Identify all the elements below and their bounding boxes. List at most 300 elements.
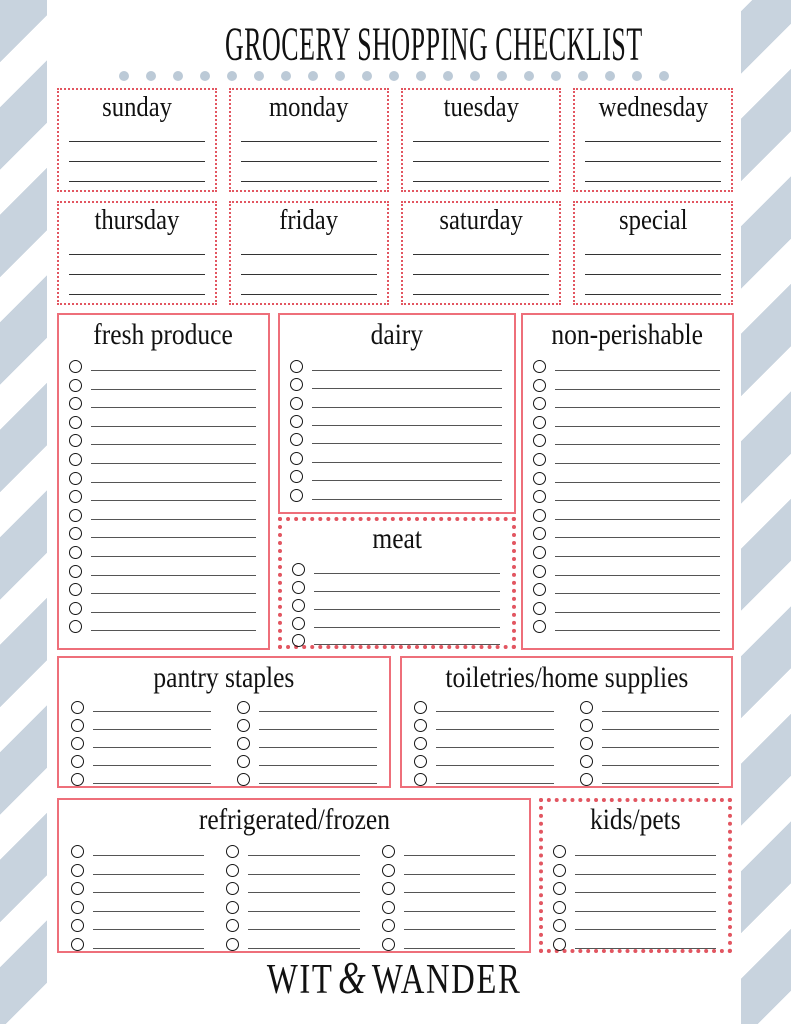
checkbox-circle-icon <box>71 919 84 932</box>
checklist-row <box>237 696 377 714</box>
item-line <box>93 948 204 949</box>
checklist-row <box>580 696 720 714</box>
item-line <box>248 855 359 856</box>
checkbox-circle-icon <box>553 845 566 858</box>
day-label-text: friday <box>279 204 339 236</box>
header-dot-icon <box>578 71 588 81</box>
day-label-text: special <box>618 204 688 236</box>
checkbox-circle-icon <box>69 379 82 392</box>
item-line <box>91 593 256 594</box>
checklist-row <box>533 392 720 411</box>
item-line <box>312 425 502 426</box>
item-line <box>248 929 359 930</box>
writing-line <box>413 235 549 255</box>
writing-line <box>69 142 205 162</box>
item-line <box>602 765 720 766</box>
checklist-row <box>71 768 211 786</box>
checkbox-circle-icon <box>69 472 82 485</box>
item-line <box>93 729 211 730</box>
checklist-row <box>533 540 720 559</box>
item-line <box>555 593 720 594</box>
ampersand: & <box>337 953 368 1003</box>
checklist-row <box>290 446 502 464</box>
day-lines <box>585 235 721 295</box>
item-line <box>91 519 256 520</box>
checklist-rows <box>280 353 514 502</box>
day-box-sunday <box>57 88 217 192</box>
category-box-dairy <box>278 313 516 514</box>
day-box-saturday <box>401 201 561 305</box>
item-line <box>259 765 377 766</box>
writing-line <box>69 255 205 275</box>
day-box-thursday <box>57 201 217 305</box>
category-title <box>59 803 529 838</box>
item-line <box>555 463 720 464</box>
checkbox-circle-icon <box>226 845 239 858</box>
item-line <box>248 948 359 949</box>
item-line <box>436 783 554 784</box>
category-box-fresh-produce <box>57 313 270 650</box>
checklist-row <box>71 914 204 933</box>
day-label <box>59 92 215 122</box>
writing-line <box>585 255 721 275</box>
checklist-row <box>580 768 720 786</box>
item-line <box>248 911 359 912</box>
item-line <box>259 783 377 784</box>
header-dot-icon <box>308 71 318 81</box>
category-title-text: non-perishable <box>551 318 704 351</box>
checklist-row <box>69 559 256 578</box>
category-title <box>543 803 728 838</box>
checkbox-circle-icon <box>290 415 303 428</box>
checklist-row <box>71 932 204 951</box>
checklist-row <box>71 696 211 714</box>
checklist-row <box>553 840 716 859</box>
header-dot-icon <box>416 71 426 81</box>
item-line <box>312 462 502 463</box>
checkbox-circle-icon <box>71 755 84 768</box>
day-label-text: monday <box>269 91 349 123</box>
checklist-row <box>553 877 716 896</box>
day-lines <box>413 235 549 295</box>
footer-word: WANDER <box>371 957 522 1003</box>
day-lines <box>413 122 549 182</box>
checklist-row <box>237 768 377 786</box>
checklist-row <box>533 466 720 485</box>
item-line <box>555 370 720 371</box>
checkbox-circle-icon <box>71 737 84 750</box>
checkbox-circle-icon <box>71 938 84 951</box>
checklist-row <box>290 483 502 501</box>
checklist-row <box>290 355 502 373</box>
checklist-row <box>580 714 720 732</box>
category-title-text: refrigerated/frozen <box>198 803 390 836</box>
day-box-special <box>573 201 733 305</box>
checkbox-circle-icon <box>69 416 82 429</box>
item-line <box>575 948 716 949</box>
category-box-kids-pets <box>539 798 732 953</box>
checkbox-circle-icon <box>292 599 305 612</box>
item-line <box>555 630 720 631</box>
item-line <box>91 556 256 557</box>
item-line <box>93 765 211 766</box>
header-dot-icon <box>605 71 615 81</box>
item-line <box>312 499 502 500</box>
checklist-row <box>292 612 500 630</box>
writing-line <box>585 142 721 162</box>
checkbox-circle-icon <box>533 565 546 578</box>
checkbox-circle-icon <box>69 620 82 633</box>
checkbox-circle-icon <box>71 719 84 732</box>
checkbox-circle-icon <box>382 845 395 858</box>
checklist-row <box>533 615 720 634</box>
checkbox-circle-icon <box>580 755 593 768</box>
checklist-rows <box>402 696 731 787</box>
item-line <box>259 747 377 748</box>
checklist-row <box>414 714 554 732</box>
category-box-meat <box>278 517 516 649</box>
item-line <box>555 482 720 483</box>
checkbox-circle-icon <box>237 737 250 750</box>
page-title-text: GROCERY SHOPPING CHECKLIST <box>224 18 643 71</box>
checklist-rows <box>543 838 728 952</box>
item-line <box>91 482 256 483</box>
checklist-row <box>71 750 211 768</box>
checkbox-circle-icon <box>290 397 303 410</box>
checkbox-circle-icon <box>69 527 82 540</box>
checkbox-circle-icon <box>382 901 395 914</box>
item-line <box>91 612 256 613</box>
writing-line <box>241 162 377 182</box>
checkbox-circle-icon <box>580 773 593 786</box>
header-dot-icon <box>362 71 372 81</box>
item-line <box>602 729 720 730</box>
checkbox-circle-icon <box>414 719 427 732</box>
category-title <box>59 318 268 353</box>
item-line <box>259 729 377 730</box>
item-line <box>93 911 204 912</box>
day-label-text: saturday <box>439 204 523 236</box>
checklist-row <box>69 540 256 559</box>
writing-line <box>413 275 549 295</box>
category-box-refrigerated-frozen <box>57 798 531 953</box>
checklist-row <box>382 932 515 951</box>
checklist-row <box>382 914 515 933</box>
checkbox-circle-icon <box>533 434 546 447</box>
header-dot-icon <box>200 71 210 81</box>
header-dot-icon <box>632 71 642 81</box>
checklist-row <box>382 895 515 914</box>
checkbox-circle-icon <box>290 452 303 465</box>
day-box-wednesday <box>573 88 733 192</box>
checklist-row <box>69 373 256 392</box>
checkbox-circle-icon <box>533 397 546 410</box>
day-label <box>231 205 387 235</box>
checkbox-circle-icon <box>290 378 303 391</box>
header-dot-icon <box>470 71 480 81</box>
day-box-monday <box>229 88 389 192</box>
item-line <box>555 444 720 445</box>
item-line <box>91 370 256 371</box>
header-dot-icon <box>173 71 183 81</box>
header-dot-icon <box>551 71 561 81</box>
writing-line <box>413 255 549 275</box>
header-dot-icon <box>146 71 156 81</box>
writing-line <box>413 162 549 182</box>
day-lines <box>69 235 205 295</box>
checkbox-circle-icon <box>414 755 427 768</box>
item-line <box>575 855 716 856</box>
checklist-row <box>237 732 377 750</box>
checkbox-circle-icon <box>382 882 395 895</box>
item-line <box>91 500 256 501</box>
checkbox-circle-icon <box>290 470 303 483</box>
checklist-row <box>69 485 256 504</box>
checklist-row <box>226 877 359 896</box>
checklist-row <box>533 410 720 429</box>
day-box-tuesday <box>401 88 561 192</box>
checkbox-circle-icon <box>414 737 427 750</box>
day-lines <box>585 122 721 182</box>
checklist-row <box>533 373 720 392</box>
item-line <box>91 426 256 427</box>
checkbox-circle-icon <box>69 583 82 596</box>
item-line <box>91 575 256 576</box>
checkbox-circle-icon <box>69 602 82 615</box>
checklist-row <box>414 732 554 750</box>
checklist-row <box>69 615 256 634</box>
checkbox-circle-icon <box>71 882 84 895</box>
brand-footer-text <box>267 954 521 1004</box>
checklist-row <box>382 877 515 896</box>
checklist-row <box>580 732 720 750</box>
checkbox-circle-icon <box>533 620 546 633</box>
checklist-rows <box>523 353 732 634</box>
checkbox-circle-icon <box>290 433 303 446</box>
writing-line <box>241 122 377 142</box>
item-line <box>602 747 720 748</box>
header-dot-icon <box>281 71 291 81</box>
checkbox-circle-icon <box>553 882 566 895</box>
day-label <box>403 92 559 122</box>
checklist-row <box>382 840 515 859</box>
checkbox-circle-icon <box>533 472 546 485</box>
header-dot-icon <box>119 71 129 81</box>
checkbox-circle-icon <box>382 864 395 877</box>
checkbox-circle-icon <box>292 617 305 630</box>
checklist-rows <box>59 353 268 634</box>
item-line <box>312 370 502 371</box>
checklist-row <box>292 594 500 612</box>
item-line <box>93 874 204 875</box>
writing-line <box>69 162 205 182</box>
category-title <box>280 318 514 353</box>
day-box-friday <box>229 201 389 305</box>
footer-word: WIT <box>266 957 334 1003</box>
item-line <box>312 480 502 481</box>
checkbox-circle-icon <box>533 490 546 503</box>
item-line <box>436 711 554 712</box>
checklist-rows <box>282 557 512 648</box>
day-label-text: thursday <box>94 204 180 236</box>
item-line <box>555 575 720 576</box>
category-title <box>282 522 512 557</box>
checklist-row <box>414 768 554 786</box>
checklist-row <box>69 503 256 522</box>
item-line <box>575 892 716 893</box>
checkbox-circle-icon <box>533 453 546 466</box>
checkbox-circle-icon <box>69 397 82 410</box>
checklist-row <box>69 578 256 597</box>
checkbox-circle-icon <box>533 509 546 522</box>
checklist-row <box>226 858 359 877</box>
checkbox-circle-icon <box>71 773 84 786</box>
item-line <box>91 463 256 464</box>
checkbox-circle-icon <box>290 489 303 502</box>
checklist-row <box>553 895 716 914</box>
checklist-row <box>69 355 256 374</box>
checklist-row <box>290 428 502 446</box>
item-line <box>436 765 554 766</box>
day-label <box>231 92 387 122</box>
checkbox-circle-icon <box>414 701 427 714</box>
checklist-row <box>69 447 256 466</box>
day-lines <box>241 235 377 295</box>
checkbox-circle-icon <box>237 755 250 768</box>
category-title <box>402 661 731 696</box>
category-box-pantry-staples <box>57 656 391 788</box>
item-line <box>555 537 720 538</box>
writing-line <box>69 235 205 255</box>
checklist-row <box>69 522 256 541</box>
checklist-row <box>382 858 515 877</box>
checklist-row <box>414 696 554 714</box>
item-line <box>555 500 720 501</box>
day-label <box>59 205 215 235</box>
item-line <box>248 892 359 893</box>
checkbox-circle-icon <box>533 546 546 559</box>
checklist-row <box>69 392 256 411</box>
checkbox-circle-icon <box>290 360 303 373</box>
day-label <box>575 205 731 235</box>
checklist-row <box>237 750 377 768</box>
checkbox-circle-icon <box>71 845 84 858</box>
writing-line <box>585 122 721 142</box>
checklist-row <box>226 932 359 951</box>
checklist-row <box>69 596 256 615</box>
category-box-toiletries-home-supplies <box>400 656 733 788</box>
checkbox-circle-icon <box>533 379 546 392</box>
item-line <box>91 537 256 538</box>
item-line <box>93 929 204 930</box>
checkbox-circle-icon <box>226 901 239 914</box>
checklist-row <box>533 503 720 522</box>
day-label-text: wednesday <box>598 91 708 123</box>
checklist-row <box>553 914 716 933</box>
checkbox-circle-icon <box>292 634 305 647</box>
writing-line <box>241 235 377 255</box>
checklist-row <box>533 596 720 615</box>
item-line <box>259 711 377 712</box>
checklist-row <box>226 840 359 859</box>
category-title-text: fresh produce <box>93 318 234 351</box>
item-line <box>555 389 720 390</box>
checklist-row <box>533 485 720 504</box>
item-line <box>314 644 500 645</box>
writing-line <box>69 275 205 295</box>
checklist-row <box>290 465 502 483</box>
category-title <box>59 661 389 696</box>
item-line <box>314 627 500 628</box>
checklist-row <box>553 932 716 951</box>
writing-line <box>413 142 549 162</box>
item-line <box>314 573 500 574</box>
item-line <box>575 911 716 912</box>
checkbox-circle-icon <box>292 563 305 576</box>
item-line <box>91 407 256 408</box>
item-line <box>91 444 256 445</box>
item-line <box>555 426 720 427</box>
writing-line <box>585 162 721 182</box>
item-line <box>248 874 359 875</box>
checkbox-circle-icon <box>237 719 250 732</box>
checklist-row <box>71 840 204 859</box>
checkbox-circle-icon <box>533 360 546 373</box>
checkbox-circle-icon <box>226 882 239 895</box>
header-dot-icon <box>524 71 534 81</box>
checkbox-circle-icon <box>292 581 305 594</box>
checklist-row <box>71 877 204 896</box>
item-line <box>93 711 211 712</box>
day-label <box>575 92 731 122</box>
checklist-row <box>553 858 716 877</box>
day-boxes-grid <box>57 88 733 305</box>
day-lines <box>69 122 205 182</box>
checkbox-circle-icon <box>382 938 395 951</box>
header-dot-icon <box>335 71 345 81</box>
checklist-row <box>69 429 256 448</box>
checklist-row <box>69 410 256 429</box>
checklist-row <box>226 914 359 933</box>
checklist-row <box>290 391 502 409</box>
checklist-row <box>533 522 720 541</box>
item-line <box>312 443 502 444</box>
day-label-text: tuesday <box>443 91 519 123</box>
item-line <box>312 388 502 389</box>
item-line <box>555 556 720 557</box>
checklist-row <box>292 576 500 594</box>
item-line <box>436 747 554 748</box>
category-box-non-perishable <box>521 313 734 650</box>
header-dot-icon <box>659 71 669 81</box>
header-dot-icon <box>227 71 237 81</box>
item-line <box>555 612 720 613</box>
checklist-row <box>71 858 204 877</box>
checklist-row <box>580 750 720 768</box>
item-line <box>602 711 720 712</box>
item-line <box>555 407 720 408</box>
item-line <box>436 729 554 730</box>
writing-line <box>413 122 549 142</box>
day-lines <box>241 122 377 182</box>
checkbox-circle-icon <box>382 919 395 932</box>
checkbox-circle-icon <box>414 773 427 786</box>
item-line <box>314 609 500 610</box>
checkbox-circle-icon <box>553 938 566 951</box>
day-label <box>403 205 559 235</box>
item-line <box>404 948 515 949</box>
day-label-text: sunday <box>102 91 172 123</box>
